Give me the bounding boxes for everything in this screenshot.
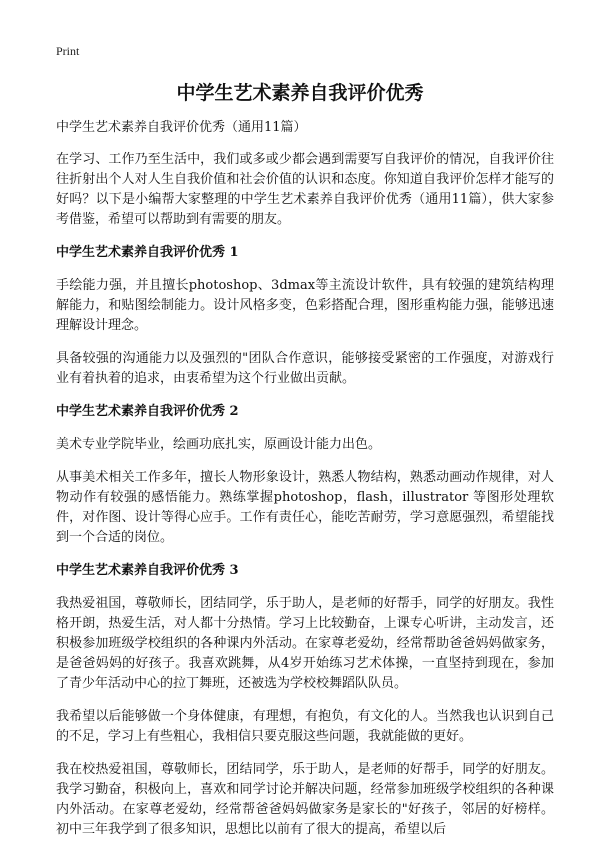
- section-2-paragraph-1: 美术专业学院毕业，绘画功底扎实，原画设计能力出色。: [56, 437, 382, 452]
- section-1-paragraph-1: 手绘能力强，并且擅长photoshop、3dmax等主流设计软件，具有较强的建筑结构理解能力，和贴图绘制能力。设计风格多变，色彩搭配合理，图形重构能力强，能够迅速理解设计理念。: [56, 278, 554, 333]
- intro-paragraph: 在学习、工作乃至生活中，我们或多或少都会遇到需要写自我评价的情况，自我评价往往折射出个人对人生自我价值和社会价值的认识和态度。你知道自我评价怎样才能写的好吗？以下是小编帮大家整理的中学生艺术素养自我评价优秀（通用11篇），供大家参考借鉴，希望可以帮助到有需要的朋友。: [56, 152, 554, 227]
- print-link[interactable]: Print: [56, 44, 80, 58]
- article-body: [56, 118, 554, 853]
- section-2-paragraph-2: 从事美术相关工作多年，擅长人物形象设计，熟悉人物结构，熟悉动画动作规律，对人物动作有较强的感悟能力。熟练掌握photoshop，flash，illustrator 等图形处理软件，对作图、设计等得心应手。工作有责任心，能吃苦耐劳，学习意愿强烈，希望能找到一个合适的岗位。: [56, 470, 554, 545]
- section-heading-2: 中学生艺术素养自我评价优秀 2: [56, 404, 239, 419]
- section-heading-1: 中学生艺术素养自我评价优秀 1: [56, 245, 239, 260]
- section-1-paragraph-2: 具备较强的沟通能力以及强烈的"团队合作意识，能够接受紧密的工作强度，对游戏行业有着执着的追求，由衷希望为这个行业做出贡献。: [56, 351, 554, 386]
- page-title: 中学生艺术素养自我评价优秀: [176, 82, 424, 104]
- article-subtitle: 中学生艺术素养自我评价优秀（通用11篇）: [56, 120, 307, 135]
- section-3-paragraph-3: 我在校热爱祖国，尊敬师长，团结同学，乐于助人，是老师的好帮手，同学的好朋友。我学习勤奋，积极向上，喜欢和同学讨论并解决问题，经常参加班级学校组织的各种课内外活动。在家尊老爱幼，经常帮爸爸妈妈做家务是家长的"好孩子，邻居的好榜样。初中三年我学到了很多知识，思想比以前有了很大的提高，希望以后: [56, 762, 554, 837]
- section-3-paragraph-2: 我希望以后能够做一个身体健康，有理想，有抱负，有文化的人。当然我也认识到自己的不足，学习上有些粗心，我相信只要克服这些问题，我就能做的更好。: [56, 709, 554, 744]
- section-3-paragraph-1: 我热爱祖国，尊敬师长，团结同学，乐于助人，是老师的好帮手，同学的好朋友。我性格开朗，热爱生活，对人都十分热情。学习上比较勤奋，上课专心听讲，主动发言，还积极参加班级学校组织的各种课内外活动。在家尊老爱幼，经常帮助爸爸妈妈做家务，是爸爸妈妈的好孩子。我喜欢跳舞，从4岁开始练习艺术体操，一直坚持到现在，参加了青少年活动中心的拉丁舞班，还被选为学校校舞蹈队队员。: [56, 596, 554, 691]
- section-heading-3: 中学生艺术素养自我评价优秀 3: [56, 563, 239, 578]
